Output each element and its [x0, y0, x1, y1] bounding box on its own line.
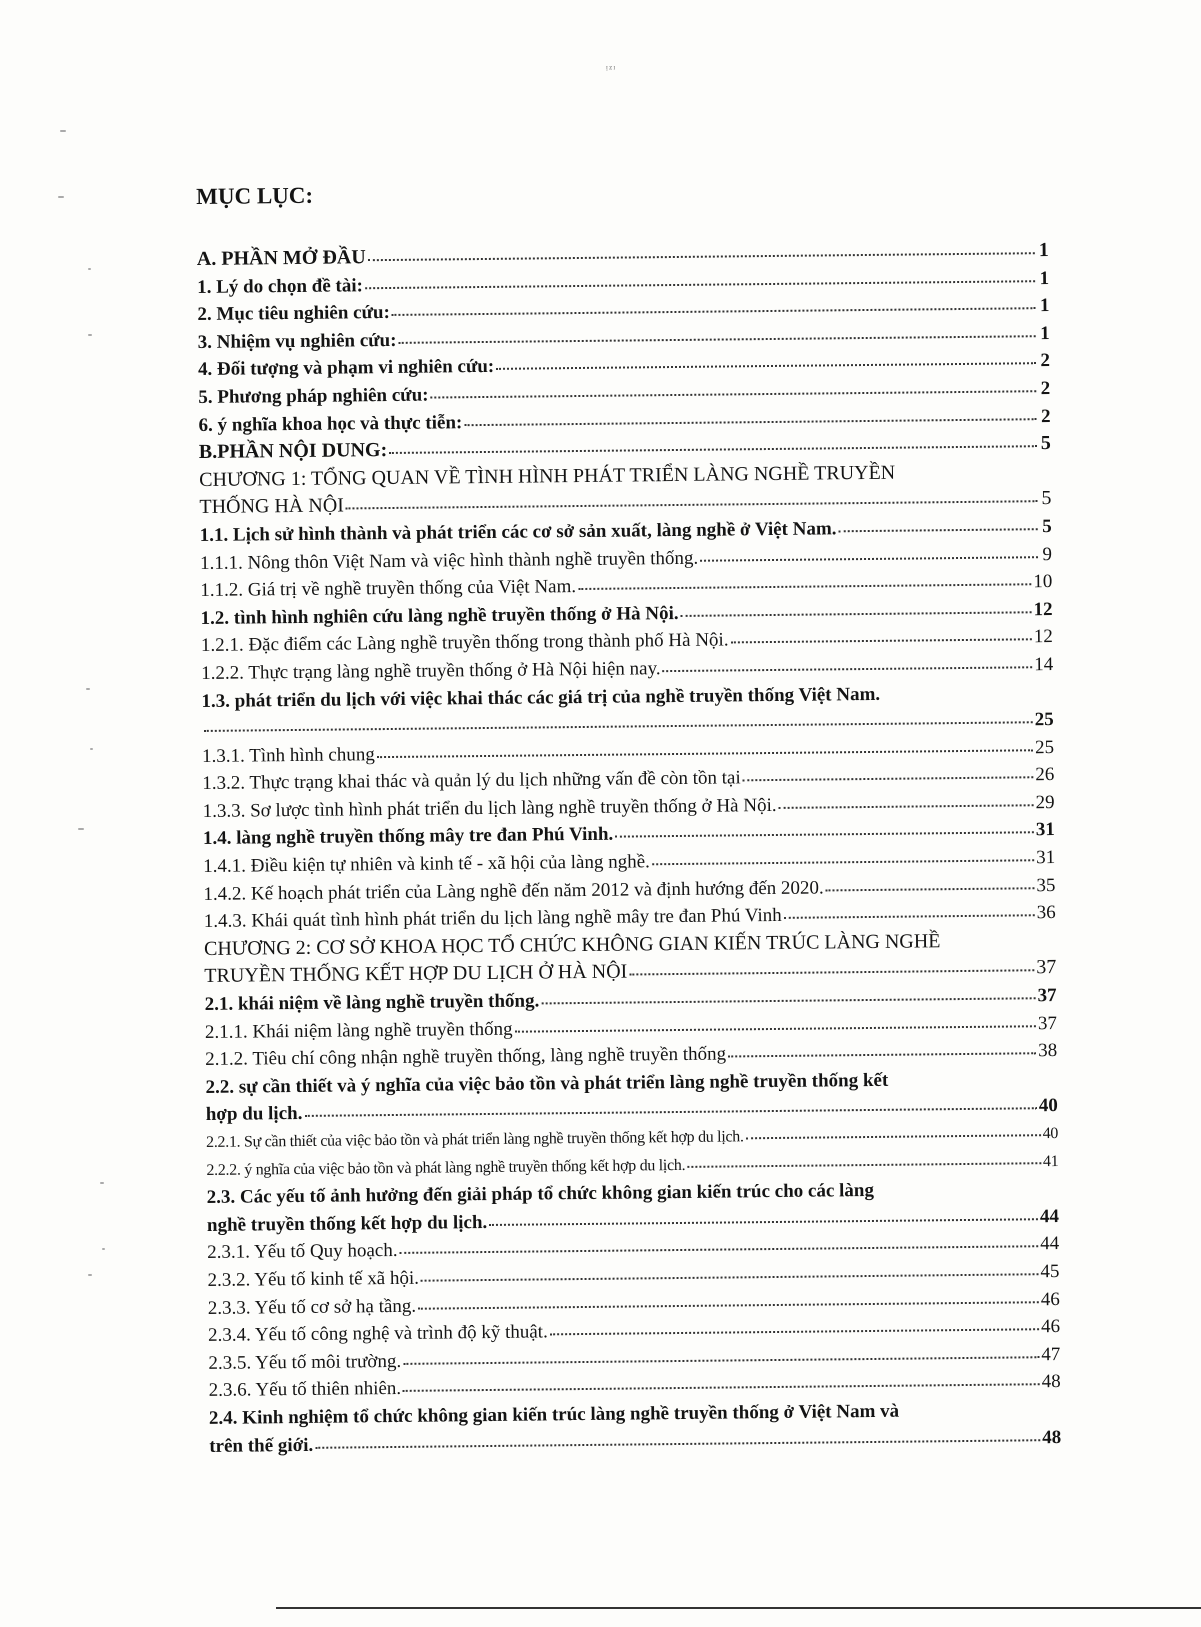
- toc-leader-dots: [687, 1162, 1041, 1168]
- toc-leader-dots: [399, 335, 1036, 344]
- toc-leader-dots: [663, 666, 1033, 672]
- toc-entry-label: 1.2.2. Thực trạng làng nghề truyền thống ở Hà Nội hiện nay.: [201, 658, 661, 684]
- toc-entry-page: 45: [1040, 1260, 1060, 1283]
- toc-entry-label: 2. Mục tiêu nghiên cứu:: [197, 302, 390, 326]
- toc-entry-page: 10: [1033, 571, 1053, 593]
- toc-entry-page: 12: [1033, 626, 1053, 648]
- toc-leader-dots: [652, 859, 1034, 865]
- toc-entry-label: 1.3.3. Sơ lược tình hình phát triển du lịch làng nghề truyền thống ở Hà Nội.: [202, 794, 777, 822]
- toc-entry-label: 1.1.1. Nông thôn Việt Nam và việc hình thành nghề truyền thống.: [199, 547, 699, 574]
- toc-entry-label: hợp du lịch.: [205, 1103, 303, 1126]
- toc-entry-label-line1: 2.3. Các yếu tố ảnh hưởng đến giải pháp tổ chức không gian kiến trúc cho các làng: [206, 1180, 875, 1209]
- toc-entry-label: 1.4. làng nghề truyền thống mây tre đan Phú Vinh.: [202, 824, 614, 850]
- toc-entry-page: 1: [1039, 267, 1050, 289]
- toc-entry-label: 1. Lý do chọn đề tài:: [197, 274, 363, 298]
- toc-entry-label: TRUYỀN THỐNG KẾT HỢP DU LỊCH Ở HÀ NỘI: [204, 960, 628, 988]
- toc-entry-page: 35: [1036, 874, 1056, 896]
- toc-leader-dots: [400, 1246, 1039, 1255]
- toc-entry-page: 1: [1038, 239, 1049, 262]
- toc-entry-label: B.PHẦN NỘI DUNG:: [198, 439, 388, 464]
- toc-entry-page: 37: [1036, 956, 1057, 979]
- page-bottom-rule: [276, 1607, 1201, 1609]
- toc-entry-page: 1: [1040, 322, 1050, 344]
- toc-leader-dots: [389, 445, 1037, 454]
- toc-leader-dots: [629, 970, 1034, 976]
- toc-entry-label: THỐNG HÀ NỘI: [199, 494, 344, 519]
- toc-entry-page: 46: [1040, 1288, 1060, 1310]
- toc-entry-page: 36: [1036, 902, 1056, 924]
- toc-entry-page: 2: [1040, 378, 1051, 400]
- toc-leader-dots: [431, 390, 1037, 398]
- toc-leader-dots: [403, 1356, 1039, 1365]
- toc-entry-page: 5: [1041, 487, 1052, 510]
- toc-leader-dots: [681, 611, 1032, 617]
- toc-entry-wrapped: [207, 1175, 1060, 1239]
- toc-leader-dots: [731, 639, 1032, 644]
- toc-leader-dots: [541, 997, 1035, 1004]
- toc-leader-dots: [728, 1052, 1036, 1057]
- toc-entry-page: 29: [1035, 791, 1055, 814]
- toc-entry-label: 5. Phương pháp nghiên cứu:: [198, 384, 429, 408]
- toc-entry-label: 2.1.2. Tiêu chí công nhận nghề truyền thống, làng nghề truyền thống: [205, 1043, 727, 1071]
- toc-entry-label: 6. ý nghĩa khoa học và thực tiễn:: [198, 411, 463, 436]
- toc-leader-dots: [784, 915, 1035, 920]
- toc-entry-label: 2.3.6. Yếu tố thiên nhiên.: [208, 1378, 402, 1402]
- toc-leader-dots: [464, 418, 1036, 426]
- toc-entry-label-line1: 2.4. Kinh nghiệm tổ chức không gian kiến trúc làng nghề truyền thống ở Việt Nam và: [208, 1400, 900, 1429]
- toc-entry-label: 4. Đối tượng và phạm vi nghiên cứu:: [197, 356, 495, 381]
- toc-entry-label-line1: 2.2. sự cần thiết và ý nghĩa của việc bảo tồn và phát triển làng nghề truyền thống kết: [205, 1069, 889, 1098]
- toc-entry-label: nghề truyền thống kết hợp du lịch.: [206, 1211, 488, 1236]
- toc-leader-dots: [315, 1439, 1040, 1449]
- toc-entry-label: 2.3.3. Yếu tố cơ sở hạ tầng.: [207, 1295, 417, 1319]
- toc-entry-page: 44: [1040, 1233, 1060, 1255]
- toc-entry-page: 5: [1040, 432, 1051, 455]
- toc-entry-label: 1.3.2. Thực trạng khai thác và quản lý du lịch những vấn đề còn tồn tại: [202, 767, 741, 795]
- toc-entry-page: 47: [1041, 1343, 1061, 1365]
- toc-entry-label-line1: CHƯƠNG 2: CƠ SỞ KHOA HỌC TỔ CHỨC KHÔNG GIAN KIẾN TRÚC LÀNG NGHỀ: [203, 930, 941, 960]
- toc-entry-label: trên thế giới.: [209, 1434, 314, 1457]
- toc-leader-dots: [346, 501, 1038, 510]
- toc-entry-page: 2: [1040, 350, 1051, 372]
- toc-entry-label: 2.1. khái niệm về làng nghề truyền thống.: [204, 990, 540, 1015]
- toc-entry-label: 1.4.3. Khái quát tình hình phát triển du lịch làng nghề mây tre đan Phú Vinh: [203, 905, 782, 933]
- toc-entry-label: 1.4.1. Điều kiện tự nhiên và kinh tế - xã hội của làng nghề.: [203, 851, 650, 878]
- toc-entry-page: 40: [1038, 1095, 1058, 1117]
- toc-entry-page: 44: [1039, 1205, 1060, 1228]
- toc-entry-page: 14: [1034, 653, 1054, 676]
- toc-entry-page: 2: [1040, 405, 1051, 427]
- toc-leader-dots: [418, 1301, 1039, 1309]
- toc-entry-label: 1.1.2. Giá trị về nghề truyền thống của Việt Nam.: [200, 576, 577, 602]
- toc-entry-page: 37: [1037, 985, 1057, 1007]
- toc-entry-label: 2.1.1. Khái niệm làng nghề truyền thống: [204, 1018, 513, 1043]
- toc-entry-label: 1.4.2. Kế hoạch phát triển của Làng nghề đến năm 2012 và định hướng đến 2020.: [203, 877, 824, 905]
- toc-entry-page: 40: [1042, 1125, 1059, 1143]
- toc-entry-wrapped: [209, 1396, 1062, 1460]
- toc-entry-label-line1: CHƯƠNG 1: TỔNG QUAN VỀ TÌNH HÌNH PHÁT TRIỂN LÀNG NGHỀ TRUYỀN: [199, 461, 896, 491]
- toc-entry-chapter: [204, 927, 1057, 991]
- table-of-contents: [196, 169, 1061, 1460]
- toc-entry-label: 2.3.1. Yếu tố Quy hoạch.: [207, 1240, 398, 1264]
- toc-entry-label: 3. Nhiệm vụ nghiên cứu:: [197, 329, 397, 353]
- toc-entry-page: 48: [1042, 1426, 1062, 1448]
- toc-entry-page: 37: [1037, 1012, 1058, 1034]
- toc-entry-page: 26: [1035, 764, 1055, 786]
- toc-entry-label: 2.2.2. ý nghĩa của việc bảo tồn và phát làng nghề truyền thống kết hợp du lịch.: [206, 1156, 686, 1179]
- toc-title: MỤC LỤC:: [196, 182, 314, 209]
- toc-leader-dots: [839, 528, 1038, 532]
- toc-entry-wrapped: [205, 1065, 1058, 1129]
- toc-entry-label: 2.3.2. Yếu tố kinh tế xã hội.: [207, 1267, 420, 1291]
- toc-entry-page: 12: [1033, 598, 1053, 620]
- toc-entry-label: 1.1. Lịch sử hình thành và phát triển các cơ sở sản xuất, làng nghề ở Việt Nam.: [199, 518, 837, 546]
- toc-entry-label: 2.3.4. Yếu tố công nghệ và trình độ kỹ thuật.: [208, 1321, 548, 1347]
- toc-leader-dots: [421, 1273, 1039, 1281]
- toc-entry-page: 1: [1039, 295, 1050, 317]
- toc-leader-dots: [615, 832, 1034, 838]
- toc-leader-dots: [515, 1025, 1036, 1032]
- toc-entry-label: 2.3.5. Yếu tố môi trường.: [208, 1350, 402, 1374]
- toc-leader-dots: [496, 363, 1036, 371]
- toc-entry-page: 25: [1034, 709, 1054, 731]
- toc-entry-page: 41: [1042, 1152, 1059, 1170]
- toc-leader-dots: [377, 749, 1033, 758]
- toc-entry-page: 31: [1036, 847, 1056, 869]
- toc-entry-label: 1.2.1. Đặc điểm các Làng nghề truyền thống trong thành phố Hà Nội.: [200, 629, 729, 657]
- toc-leader-dots: [743, 777, 1034, 782]
- toc-leader-dots: [700, 556, 1038, 562]
- toc-entry-label: A. PHẦN MỞ ĐẦU: [196, 246, 366, 270]
- toc-entry-label: 1.3.1. Tình hình chung: [201, 743, 375, 767]
- toc-leader-dots: [368, 252, 1035, 261]
- toc-leader-dots: [392, 307, 1036, 316]
- page-scan-mark: ᵎᶻᶦ: [606, 62, 617, 76]
- toc-entry-page: 48: [1041, 1371, 1061, 1393]
- toc-entry-wrapped: [201, 679, 1054, 743]
- toc-leader-dots: [365, 280, 1035, 289]
- toc-entry-label: 1.2. tình hình nghiên cứu làng nghề truyền thống ở Hà Nội.: [200, 602, 679, 629]
- toc-entry-page: 31: [1035, 819, 1055, 841]
- toc-entry-page: 5: [1042, 515, 1052, 538]
- toc-entry-page: 9: [1042, 543, 1053, 565]
- toc-entry-page: 25: [1034, 736, 1055, 758]
- toc-leader-dots: [578, 583, 1031, 590]
- toc-entry-label: 2.2.1. Sự cần thiết của việc bảo tồn và phát triển làng nghề truyền thống kết hợp du lịch.: [206, 1128, 744, 1151]
- toc-leader-dots: [489, 1218, 1038, 1226]
- toc-entry-page: 38: [1038, 1040, 1058, 1062]
- toc-entry-label-line1: 1.3. phát triển du lịch với việc khai thác các giá trị của nghề truyền thống Việt Nam.: [201, 683, 881, 712]
- toc-leader-dots: [826, 887, 1035, 891]
- toc-leader-dots: [204, 721, 1033, 732]
- toc-leader-dots: [779, 804, 1034, 809]
- toc-entry-chapter: [199, 458, 1052, 522]
- toc-entry-page: 46: [1040, 1316, 1061, 1338]
- toc-leader-dots: [550, 1328, 1039, 1335]
- toc-leader-dots: [403, 1384, 1040, 1393]
- toc-leader-dots: [304, 1108, 1036, 1118]
- toc-leader-dots: [746, 1134, 1041, 1139]
